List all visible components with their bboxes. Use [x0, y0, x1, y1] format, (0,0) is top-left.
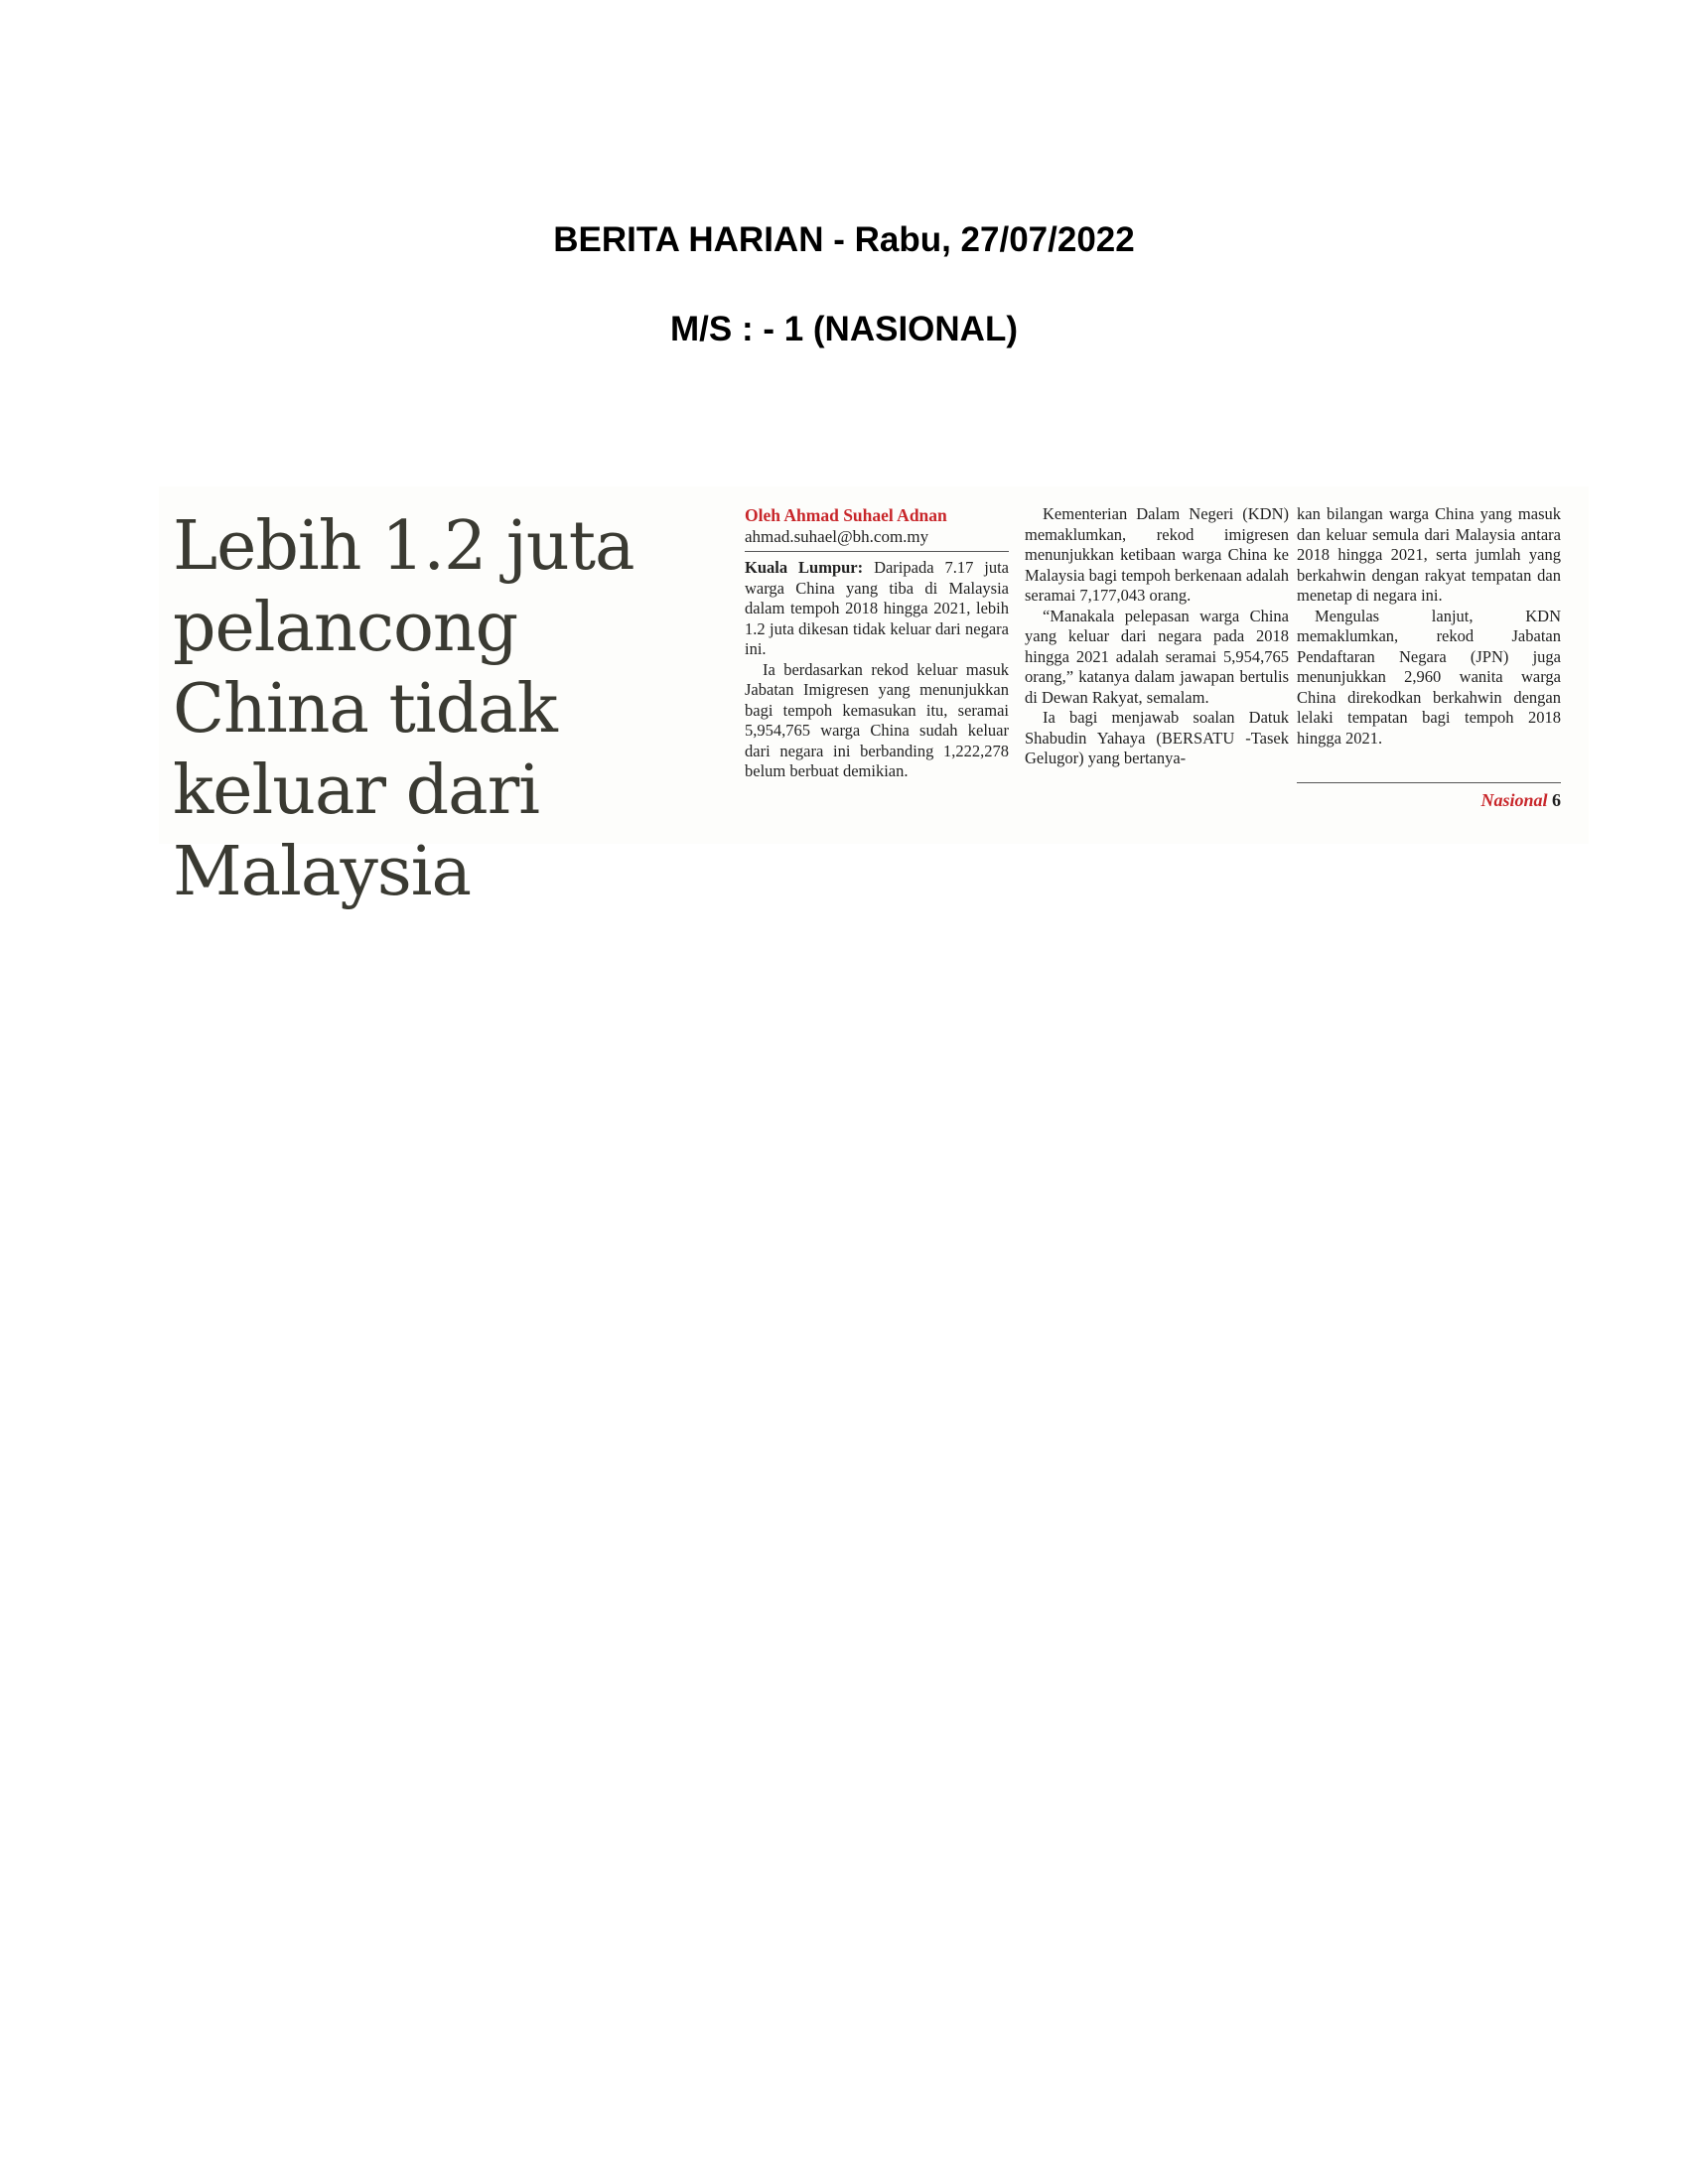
article-headline: Lebih 1.2 juta pelancong China tidak keluar dari Malaysia — [173, 507, 634, 911]
page-line: M/S : - 1 (NASIONAL) — [670, 310, 1018, 348]
article-column-3 — [1297, 504, 1561, 749]
article-paragraph: kan bilangan warga China yang masuk dan keluar semula dari Malaysia antara 2018 hingga 2021, serta jumlah yang berkahwin dengan rakyat tempatan dan menetap di negara ini. — [1297, 504, 1561, 605]
author-email: ahmad.suhael@bh.com.my — [745, 526, 1009, 552]
article-paragraph: Mengulas lanjut, KDN memaklumkan, rekod Jabatan Pendaftaran Negara (JPN) juga menunjukkan 2,960 wanita warga China direkodkan berkahwin dengan lelaki tempatan bagi tempoh 2018 hingga 2021. — [1297, 606, 1561, 748]
section-reference — [1297, 790, 1561, 811]
section-divider — [1297, 782, 1561, 783]
newspaper-clipping — [159, 486, 1589, 911]
section-page-number: 6 — [1552, 790, 1561, 810]
article-paragraph: Ia berdasarkan rekod keluar masuk Jabatan Imigresen yang menunjukkan bagi tempoh kemasukan itu, seramai 5,954,765 warga China sudah keluar dari negara ini berbanding 1,222,278 belum berbuat demikian. — [745, 659, 1009, 780]
article-byline: Oleh Ahmad Suhael Adnan — [745, 505, 947, 525]
article-dateline: Kuala Lumpur: — [745, 558, 864, 577]
article-column-2 — [1025, 504, 1289, 769]
article-paragraph: “Manakala pelepasan warga China yang keluar dari negara pada 2018 hingga 2021 adalah seramai 5,954,765 orang,” katanya dalam jawapan bertulis di Dewan Rakyat, semalam. — [1025, 606, 1289, 707]
publication-line: BERITA HARIAN - Rabu, 27/07/2022 — [553, 220, 1135, 259]
section-name: Nasional — [1480, 790, 1548, 810]
article-paragraph: Ia bagi menjawab soalan Datuk Shabudin Yahaya (BERSATU -Tasek Gelugor) yang bertanya- — [1025, 708, 1289, 767]
article-paragraph: Kuala Lumpur: Daripada 7.17 juta warga China yang tiba di Malaysia dalam tempoh 2018 hingga 2021, lebih 1.2 juta dikesan tidak keluar dari negara ini. — [745, 558, 1009, 658]
article-column-1 — [745, 504, 1009, 782]
article-paragraph: Kementerian Dalam Negeri (KDN) memaklumkan, rekod imigresen menunjukkan ketibaan warga China ke Malaysia bagi tempoh berkenaan adalah seramai 7,177,043 orang. — [1025, 504, 1289, 605]
